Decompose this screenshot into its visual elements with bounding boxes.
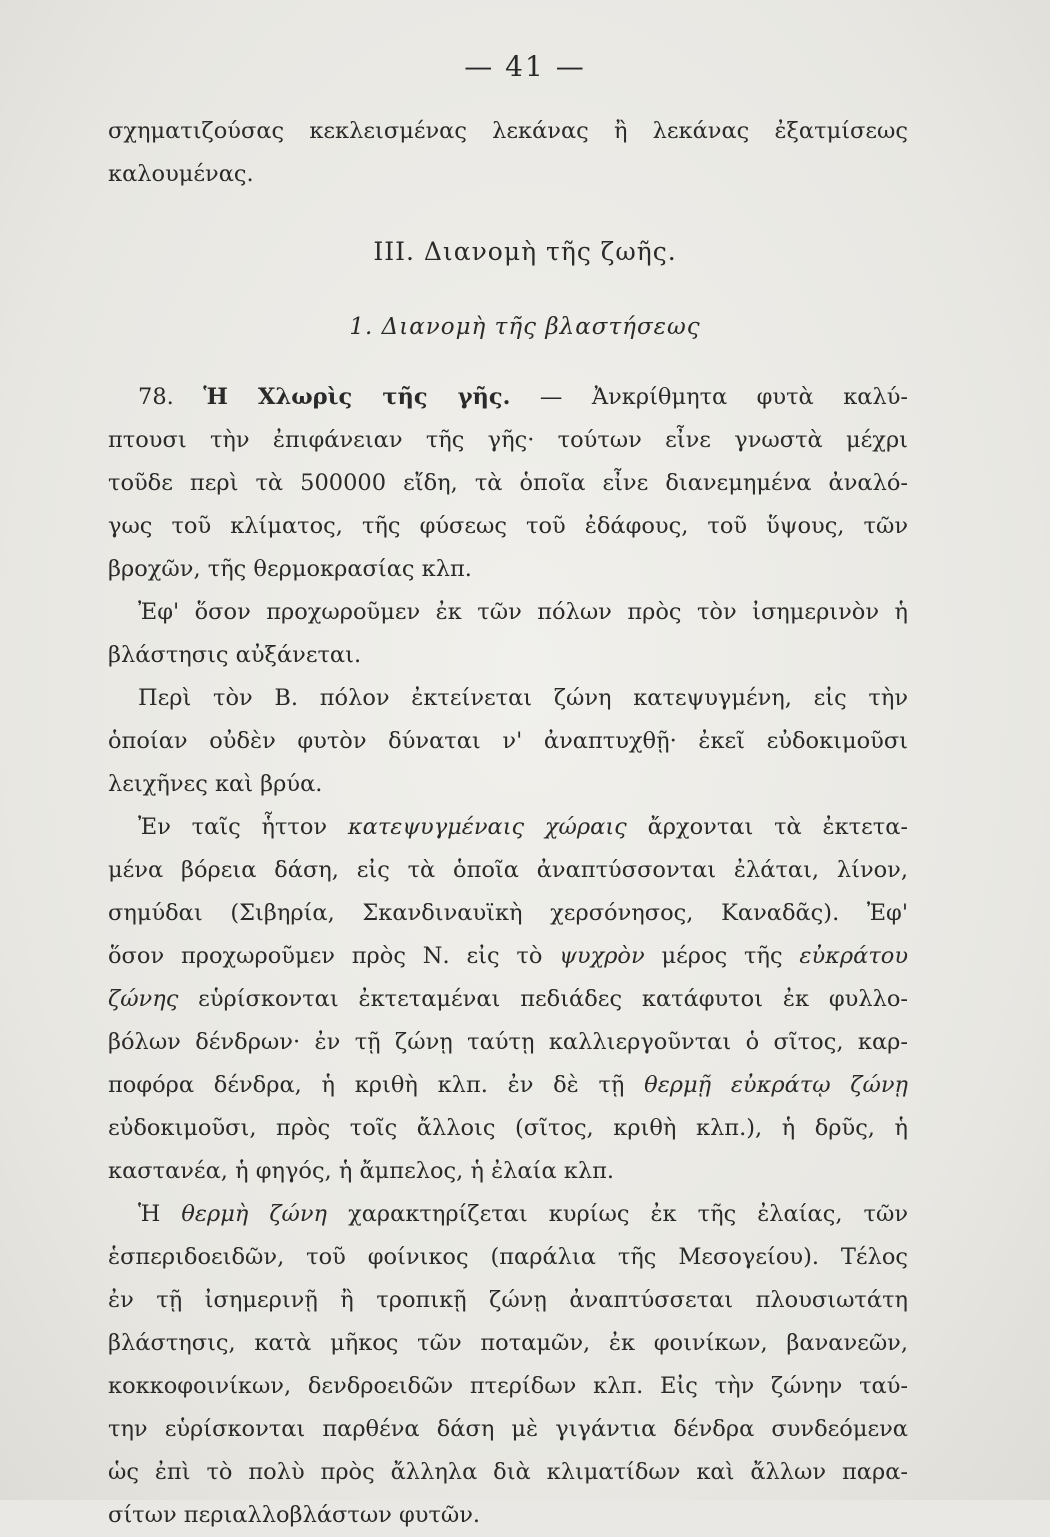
text-line: καλουμένας. [108,161,254,187]
text-line: ἐν τῇ ἰσημερινῇ ἢ τροπικῇ ζώνῃ ἀναπτύσσεται πλουσιωτάτη [108,1287,908,1313]
text-line: πτουσι τὴν ἐπιφάνειαν τῆς γῆς· τούτων εἶνε γνωστὰ μέχρι [108,427,908,453]
text-line: τοῦδε περὶ τὰ 500000 εἴδη, τὰ ὁποῖα εἶνε διανεμημένα ἀναλό- [108,470,908,496]
text-line: σχηματιζούσας κεκλεισμένας λεκάνας ἢ λεκάνας ἐξατμίσεως [108,118,908,144]
text-fragment: ὅσον προχωροῦμεν πρὸς Ν. εἰς τὸ [108,943,543,969]
text-line: ὁποίαν οὐδὲν φυτὸν δύναται ν' ἀναπτυχθῇ· ἐκεῖ εὐδοκιμοῦσι [108,728,908,754]
section-heading: ΙΙΙ. Διανομὴ τῆς ζωῆς. [373,237,677,266]
text-fragment: ποφόρα δένδρα, ἡ κριθὴ κλπ. ἐν δὲ τῇ [108,1072,625,1098]
italic-fragment: εὐκράτου [799,943,909,969]
text-line: βλάστησις αὐξάνεται. [108,642,362,668]
paragraph-title: Ἡ Χλωρὶς τῆς γῆς. [203,384,511,410]
text-fragment: μέρος τῆς [661,943,783,969]
text-line [108,978,908,1021]
text-fragment: χαρακτηρίζεται κυρίως ἐκ τῆς ἐλαίας, τῶν [348,1201,908,1227]
text-line [108,806,908,849]
text-line: σίτων περιαλλοβλάστων φυτῶν. [108,1502,481,1528]
page-number: — 41 — [464,50,586,83]
italic-fragment: κατεψυγμέναις χώραις [347,814,627,840]
italic-fragment: θερμὴ ζώνη [181,1201,328,1227]
text-fragment: — Ἀνκρίθμητα φυτὰ καλύ- [539,384,908,410]
text-line: Περὶ τὸν Β. πόλον ἐκτείνεται ζώνη κατεψυγμένη, εἰς τὴν [138,685,908,711]
text-line: κοκκοφοινίκων, δενδροειδῶν πτερίδων κλπ. Εἰς τὴν ζώνην ταύ- [108,1373,908,1399]
intro-paragraph [108,110,908,196]
text-line: ἑσπεριδοειδῶν, τοῦ φοίνικος (παράλια τῆς Μεσογείου). Τέλος [108,1244,908,1270]
text-line: βόλων δένδρων· ἐν τῇ ζώνῃ ταύτῃ καλλιεργοῦνται ὁ σῖτος, καρ- [108,1029,908,1055]
text-fragment: εὑρίσκονται ἐκτεταμέναι πεδιάδες κατάφυτοι ἐκ φυλλο- [198,986,908,1012]
text-line: σημύδαι (Σιβηρία, Σκανδιναυϊκὴ χερσόνησος, Καναδᾶς). Ἐφ' [108,900,908,926]
text-fragment: Ἡ [138,1201,161,1227]
text-line: ὡς ἐπὶ τὸ πολὺ πρὸς ἄλληλα διὰ κλιματίδων καὶ ἄλλων παρα- [108,1459,908,1485]
text-line: καστανέα, ἡ φηγός, ἡ ἄμπελος, ἡ ἐλαία κλπ. [108,1158,615,1184]
text-fragment: Ἐν ταῖς ἧττον [138,814,328,840]
body-text [108,376,908,1537]
text-fragment: ἄρχονται τὰ ἐκτετα- [647,814,909,840]
text-line [108,376,908,419]
text-line: λειχῆνες καὶ βρύα. [108,771,323,797]
text-line: βλάστησις, κατὰ μῆκος τῶν ποταμῶν, ἐκ φοινίκων, βανανεῶν, [108,1330,908,1356]
italic-fragment: ζώνης [108,986,179,1012]
text-line: την εὑρίσκονται παρθένα δάση μὲ γιγάντια δένδρα συνδεόμενα [108,1416,908,1442]
paragraph-number: 78. [138,384,174,410]
text-line: βροχῶν, τῆς θερμοκρασίας κλπ. [108,556,472,582]
text-line: εὐδοκιμοῦσι, πρὸς τοῖς ἄλλοις (σῖτος, κριθὴ κλπ.), ἡ δρῦς, ἡ [108,1115,908,1141]
sub-heading: 1. Διανομὴ τῆς βλαστήσεως [349,314,701,340]
text-line [108,1064,908,1107]
text-line [108,935,908,978]
text-line: Ἐφ' ὅσον προχωροῦμεν ἐκ τῶν πόλων πρὸς τὸν ἰσημερινὸν ἡ [138,599,908,625]
italic-fragment: θερμῇ εὐκράτῳ ζώνῃ [644,1072,909,1098]
italic-fragment: ψυχρὸν [559,943,645,969]
text-line [108,1193,908,1236]
text-line: γως τοῦ κλίματος, τῆς φύσεως τοῦ ἐδάφους, τοῦ ὕψους, τῶν [108,513,908,539]
text-line: μένα βόρεια δάση, εἰς τὰ ὁποῖα ἀναπτύσσονται ἐλάται, λίνον, [108,857,908,883]
